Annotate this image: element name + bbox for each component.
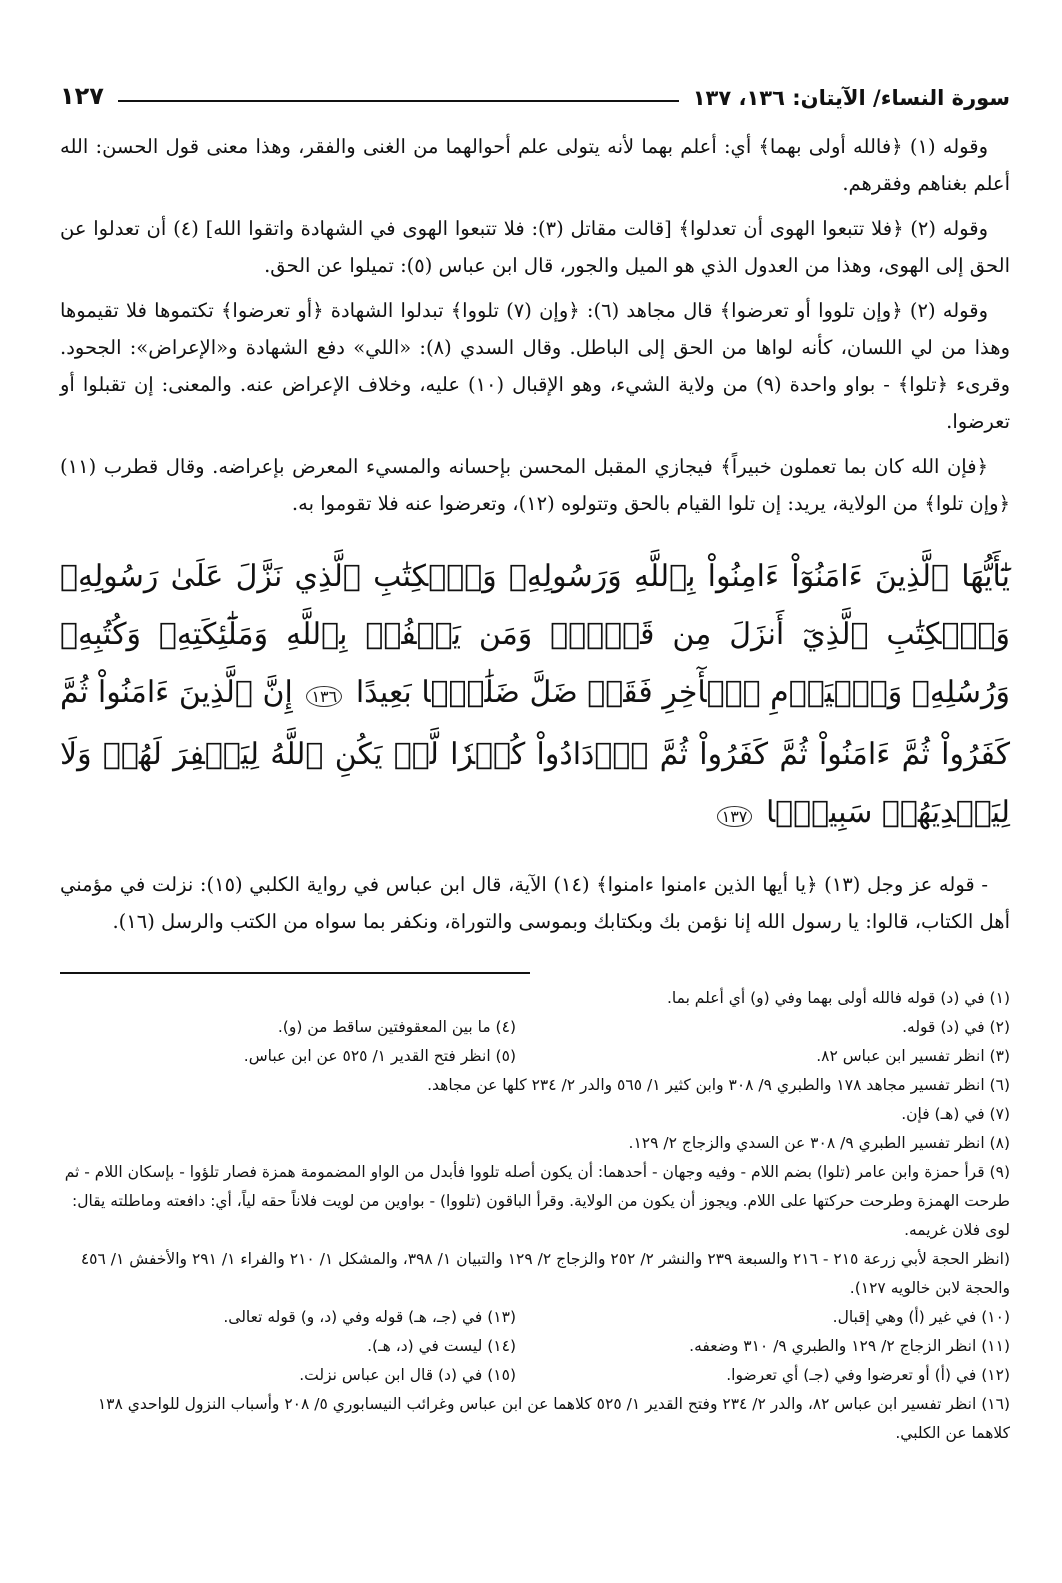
footnote: (انظر الحجة لأبي زرعة ٢١٥ - ٢١٦ والسبعة ٢٣٩ والنشر ٢/ ٢٥٢ والزجاج ٢/ ١٢٩ والتبيان ١/ ٣٩٨، والمشكل ١/ ٢١٠ والفراء ١/ ٢٩١ والأخفش ١/ ٤٥٦ والحجة لابن خالويه ١٢٧). [80, 1250, 1010, 1297]
footnote: (١٣) في (جـ، هـ) قوله وفي (د، و) قوله تعالى. [223, 1308, 516, 1326]
footnote: (٨) انظر تفسير الطبري ٩/ ٣٠٨ عن السدي والزجاج ٢/ ١٢٩. [628, 1134, 1010, 1152]
page-header [60, 70, 1010, 110]
commentary-after-verse [60, 866, 1010, 940]
footnote: (١٠) في غير (أ) وهي إقبال. [832, 1308, 1010, 1326]
verse-number-136: ١٣٦ [306, 686, 342, 707]
footnote: (١٥) في (د) قال ابن عباس نزلت. [299, 1366, 516, 1384]
footnotes [60, 984, 1010, 1448]
footnote: (١٤) ليست في (د، هـ). [367, 1337, 516, 1355]
book-page [60, 70, 1010, 1448]
footnote-row [60, 1013, 1010, 1042]
paragraph: - قوله عز وجل (١٣) ﴿يا أيها الذين ءامنوا ءامنوا﴾ (١٤) الآية، قال ابن عباس في رواية الكلبي (١٥): نزلت في مؤمني أهل الكتاب، قالوا: يا رسول الله إنا نؤمن بك وبكتابك وبموسى والتوراة، ونكفر بما سواه من الكتب والرسل (١٦). [60, 873, 1010, 933]
footnote: (١٦) انظر تفسير ابن عباس ٨٢، والدر ٢/ ٢٣٤ وفتح القدير ١/ ٥٢٥ كلاهما عن ابن عباس وغرائب النيسابوري ٥/ ٢٠٨ وأسباب النزول للواحدي ١٣٨ كلاهما عن الكلبي. [97, 1395, 1010, 1442]
page-number: ١٢٧ [60, 82, 104, 110]
paragraph: وقوله (٢) ﴿فلا تتبعوا الهوى أن تعدلوا﴾ [قالت مقاتل (٣): فلا تتبعوا الهوى في الشهادة واتقوا الله] (٤) أن تعدلوا عن الحق إلى الهوى، وهذا من العدول الذي هو الميل والجور، قال ابن عباس (٥): تميلوا عن الحق. [60, 217, 1010, 277]
footnote: (٦) انظر تفسير مجاهد ١٧٨ والطبري ٩/ ٣٠٨ وابن كثير ١/ ٥٦٥ والدر ٢/ ٢٣٤ كلها عن مجاهد. [427, 1076, 1010, 1094]
footnote: (٢) في (د) قوله. [902, 1018, 1010, 1036]
footnote-row [60, 1361, 1010, 1390]
commentary-body [60, 128, 1010, 522]
paragraph: وقوله (٢) ﴿وإن تلووا أو تعرضوا﴾ قال مجاهد (٦): ﴿وإن (٧) تلووا﴾ تبدلوا الشهادة ﴿أو تعرضوا﴾ تكتموها فلا تقيموها وهذا من لي اللسان، كأنه لواها من الحق إلى الباطل. وقال السدي (٨): «اللي» دفع الشهادة و«الإعراض»: الجحود. وقرىء ﴿تلوا﴾ - بواو واحدة (٩) من ولاية الشيء، وهو الإقبال (١٠) عليه، وخلاف الإعراض عنه. والمعنى: إن تقبلوا أو تعرضوا. [60, 299, 1010, 433]
footnote: (٥) انظر فتح القدير ١/ ٥٢٥ عن ابن عباس. [243, 1047, 516, 1065]
footnote: (١) في (د) قوله فالله أولى بهما وفي (و) أي أعلم بما. [666, 989, 1010, 1007]
verse-number-137: ١٣٧ [717, 806, 753, 827]
verse-text-136: يَٰٓأَيُّهَا ٱلَّذِينَ ءَامَنُوٓاْ ءَامِنُواْ بِٱللَّهِ وَرَسُولِهِۦ وَٱلۡكِتَٰبِ ٱلَّذِي نَزَّلَ عَلَىٰ رَسُولِهِۦ وَٱلۡكِتَٰبِ ٱلَّذِيٓ أَنزَلَ مِن قَبۡلُۚ وَمَن يَكۡفُرۡ بِٱللَّهِ وَمَلَٰٓئِكَتِهِۦ وَكُتُبِهِۦ وَرُسُلِهِۦ وَٱلۡيَوۡمِ ٱلۡأٓخِرِ فَقَدۡ ضَلَّ ضَلَٰلَۢا بَعِيدًا [60, 559, 1010, 710]
footnote: (٩) قرأ حمزة وابن عامر (تلوا) بضم اللام - وفيه وجهان - أحدهما: أن يكون أصله تلووا فأبدل من الواو المضمومة همزة فصار تلؤوا - بإسكان اللام - ثم طرحت الهمزة وطرحت حركتها على اللام. ويجوز أن يكون من الولاية. وقرأ الباقون (تلووا) - بواوين من لويت فلاناً حقه لياً، أي: دافعته وماطلته يقال: لوى فلان غريمه. [64, 1163, 1010, 1239]
quran-verse-block [60, 548, 1010, 846]
running-title: سورة النساء/ الآيتان: ١٣٦، ١٣٧ [692, 86, 1010, 110]
footnote: (٧) في (هـ) فإن. [901, 1105, 1010, 1123]
paragraph: وقوله (١) ﴿فالله أولى بهما﴾ أي: أعلم بهما لأنه يتولى علم أحوالهما من الغنى والفقر، وهذا معنى قول الحسن: الله أعلم بغناهم وفقرهم. [60, 135, 1010, 195]
footnote-row [60, 1332, 1010, 1361]
footnote-rule [60, 972, 530, 974]
footnote: (١٢) في (أ) أو تعرضوا وفي (جـ) أي تعرضوا. [726, 1366, 1010, 1384]
verse-text-137: إِنَّ ٱلَّذِينَ ءَامَنُواْ ثُمَّ كَفَرُواْ ثُمَّ ءَامَنُواْ ثُمَّ كَفَرُواْ ثُمَّ ٱزۡدَادُواْ كُفۡرٗا لَّمۡ يَكُنِ ٱللَّهُ لِيَغۡفِرَ لَهُمۡ وَلَا لِيَهۡدِيَهُمۡ سَبِيلَۢا [60, 675, 1010, 830]
header-rule [118, 100, 679, 102]
paragraph: ﴿فإن الله كان بما تعملون خبيراً﴾ فيجازي المقبل المحسن بإحسانه والمسيء المعرض بإعراضه. وقال قطرب (١١) ﴿وإن تلوا﴾ من الولاية، يريد: إن تلوا القيام بالحق وتتولوه (١٢)، وتعرضوا عنه فلا تقوموا به. [60, 455, 1010, 515]
footnote-row [60, 1303, 1010, 1332]
footnote: (٤) ما بين المعقوفتين ساقط من (و). [277, 1018, 516, 1036]
footnote-row [60, 1042, 1010, 1071]
footnote: (٣) انظر تفسير ابن عباس ٨٢. [816, 1047, 1010, 1065]
footnote: (١١) انظر الزجاج ٢/ ١٢٩ والطبري ٩/ ٣١٠ وضعفه. [689, 1337, 1010, 1355]
